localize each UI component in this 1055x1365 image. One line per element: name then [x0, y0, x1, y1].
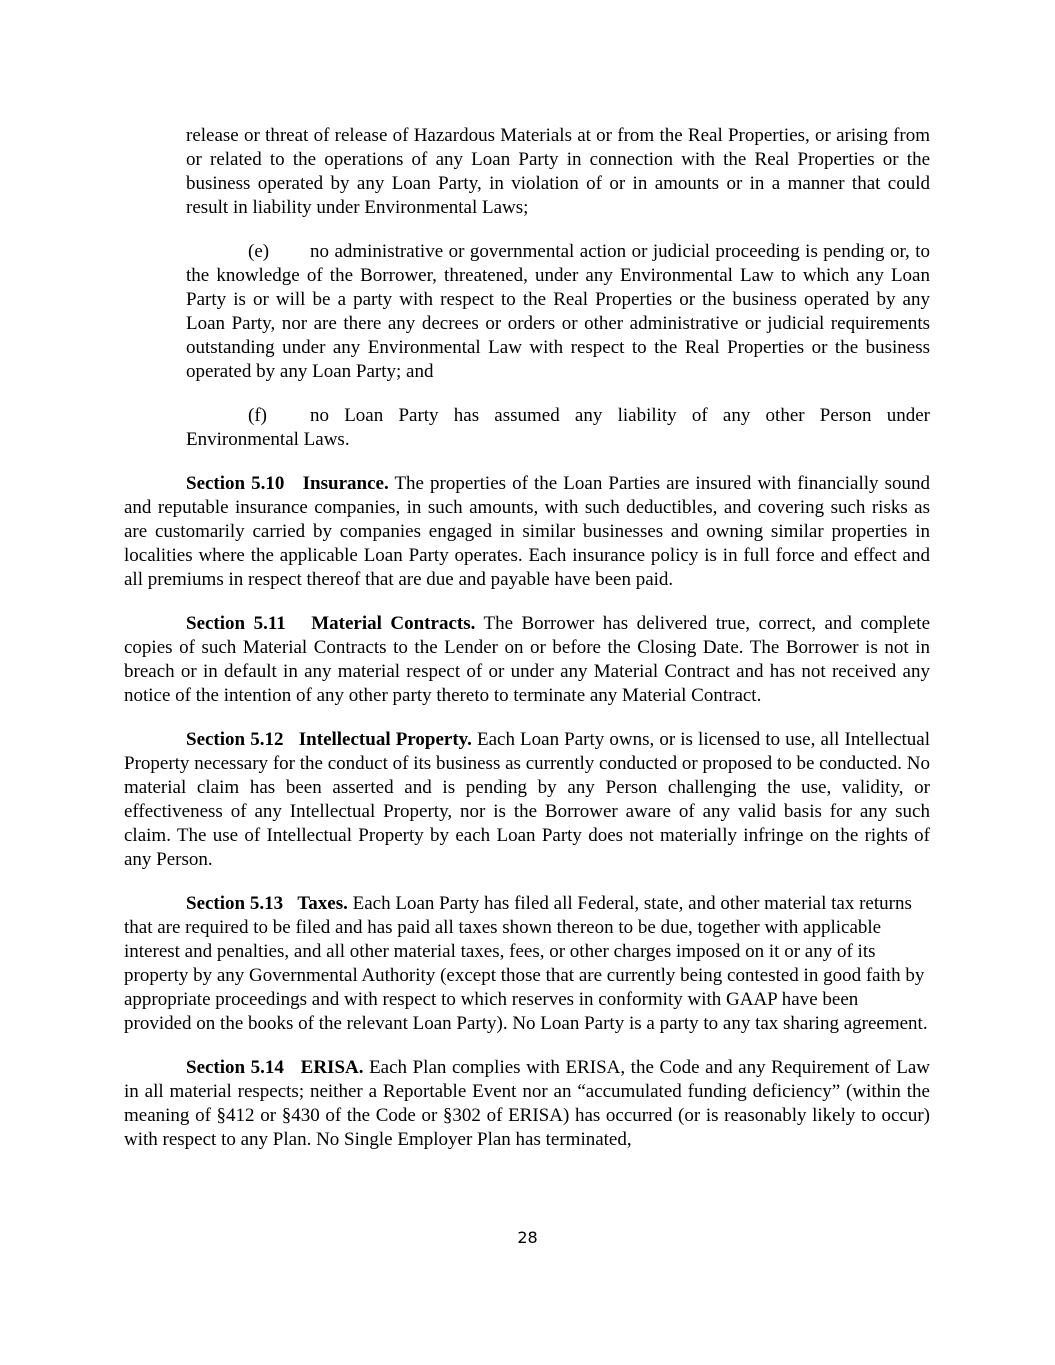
section-text: The properties of the Loan Parties are insured with financially sound and reputable insurance companies, in such amounts, with such deductibles, and covering such risks as are customarily carried by companies engaged in similar businesses and owning similar properties in localities where the applicable Loan Party operates. Each insurance policy is in full force and effect and all premiums in respect thereof that are due and payable have been paid.: [124, 473, 930, 590]
section-text: Each Loan Party owns, or is licensed to use, all Intellectual Property necessary for the conduct of its business as currently conducted or proposed to be conducted. No material claim has been asserted and is pending by any Person challenging the use, validity, or effectiveness of any Intellectual Property, nor is the Borrower aware of any valid basis for any such claim. The use of Intellectual Property by each Loan Party does not materially infringe on the rights of any Person.: [124, 729, 931, 870]
page-number: 28: [517, 1228, 538, 1247]
clause-f: [186, 404, 930, 452]
section-text: The Borrower has delivered true, correct, and complete copies of such Material Contracts to the Lender on or before the Closing Date. The Borrower is not in breach or in default in any material respect of or under any Material Contract and has not received any notice of the intention of any other party thereto to terminate any Material Contract.: [124, 613, 931, 706]
section-number: Section 5.12: [186, 729, 284, 750]
section-number: Section 5.13: [186, 893, 284, 914]
clause-e: [186, 240, 930, 384]
section-title: Material Contracts.: [311, 613, 476, 634]
section-title: Taxes.: [297, 893, 348, 914]
continuation-paragraph: release or threat of release of Hazardous Materials at or from the Real Properties, or arising from or related to the operations of any Loan Party in connection with the Real Properties or the business operated by any Loan Party, in violation of or in amounts or in a manner that could result in liability under Environmental Laws;: [186, 125, 930, 218]
section-5-13: [124, 892, 930, 1036]
section-title: Insurance.: [302, 473, 389, 494]
section-5-12: [124, 728, 930, 872]
clause-label: (f): [248, 405, 267, 426]
section-5-10: [124, 472, 930, 592]
section-5-11: [124, 612, 930, 708]
section-title: ERISA.: [300, 1057, 364, 1078]
clause-text: no Loan Party has assumed any liability of any other Person under Environmental Laws.: [186, 405, 930, 450]
section-text: Each Loan Party has filed all Federal, state, and other material tax returns that are required to be filed and has paid all taxes shown thereon to be due, together with applicable interest and penalties, and all other material taxes, fees, or other charges imposed on it or any of its property by any Governmental Authority (except those that are currently being contested in good faith by appropriate proceedings and with respect to which reserves in conformity with GAAP have been provided on the books of the relevant Loan Party). No Loan Party is a party to any tax sharing agreement.: [124, 893, 928, 1034]
document-page: [124, 124, 930, 1172]
section-number: Section 5.14: [186, 1057, 284, 1078]
section-5-14: [124, 1056, 930, 1152]
section-number: Section 5.10: [186, 473, 285, 494]
section-text: Each Plan complies with ERISA, the Code and any Requirement of Law in all material respects; neither a Reportable Event nor an “accumulated funding deficiency” (within the meaning of §412 or §430 of the Code or §302 of ERISA) has occurred (or is reasonably likely to occur) with respect to any Plan. No Single Employer Plan has terminated,: [124, 1057, 931, 1150]
clause-label: (e): [248, 241, 270, 262]
section-title: Intellectual Property.: [298, 729, 472, 750]
section-number: Section 5.11: [186, 613, 286, 634]
clause-text: no administrative or governmental action or judicial proceeding is pending or, to the knowledge of the Borrower, threatened, under any Environmental Law to which any Loan Party is or will be a party with respect to the Real Properties or the business operated by any Loan Party, nor are there any decrees or orders or other administrative or judicial requirements outstanding under any Environmental Law with respect to the Real Properties or the business operated by any Loan Party; and: [186, 241, 930, 382]
